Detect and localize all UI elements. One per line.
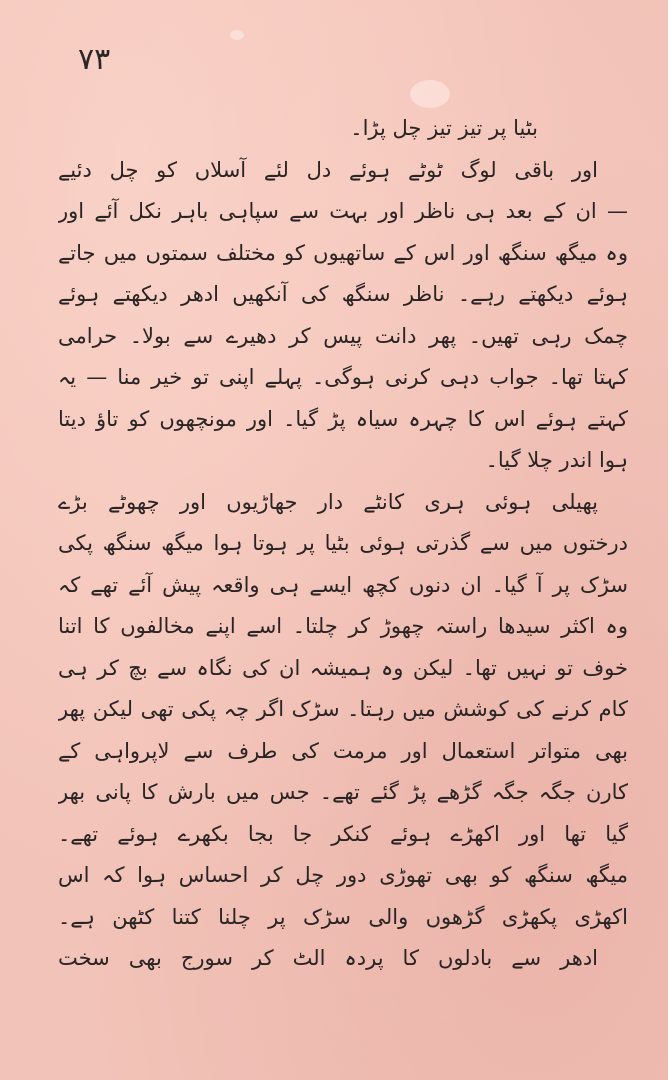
text-line: بھی متواتر استعمال اور مرمت کی طرف سے لاپرواہی کے bbox=[58, 738, 628, 763]
text-line: ادھر سے بادلوں کا پردہ الٹ کر سورج بھی سخت bbox=[58, 946, 598, 970]
text-line: اکھڑی پکھڑی گڑھوں والی سڑک پر چلنا کتنا کٹھن ہے۔ bbox=[58, 904, 628, 929]
paper-stain bbox=[230, 30, 244, 40]
text-line: — ان کے بعد ہی ناظر اور بہت سے سپاہی باہر نکل آئے اور bbox=[58, 199, 628, 223]
text-line: کام کرنے کی کوشش میں رہتا۔ سڑک اگر چہ پکی تھی لیکن پھر bbox=[58, 697, 628, 721]
text-line: درختوں میں سے گذرتی ہوئی بٹیا پر ہوتا ہوا میگھ سنگھ پکی bbox=[58, 531, 628, 555]
text-line: کہتا تھا۔ جواب دہی کرنی ہوگی۔ پہلے اپنی تو خیر منا — یہ bbox=[58, 365, 628, 389]
text-line: چمک رہی تھیں۔ پھر دانت پیس کر دھیرے سے بولا۔ حرامی bbox=[58, 323, 628, 348]
text-line: ہوئے دیکھتے رہے۔ ناظر سنگھ کی آنکھیں ادھر دیکھتے ہوئے bbox=[58, 282, 628, 306]
page-number: ۷۳ bbox=[78, 42, 111, 77]
text-line: کارن جگہ جگہ گڑھے پڑ گئے تھے۔ جس میں بارش کا پانی بھر bbox=[58, 780, 628, 804]
body-text bbox=[58, 108, 628, 980]
text-line: بٹیا پر تیز تیز چل پڑا۔ bbox=[350, 116, 538, 140]
text-line: سڑک پر آ گیا۔ ان دنوں کچھ ایسے ہی واقعہ پیش آئے تھے کہ bbox=[58, 572, 628, 597]
text-line: کہتے ہوئے اس کا چہرہ سیاہ پڑ گیا۔ اور مونچھوں کو تاؤ دیتا bbox=[58, 406, 628, 431]
text-line: خوف تو نہیں تھا۔ لیکن وہ ہمیشہ ان کی نگاہ سے بچ کر ہی bbox=[58, 655, 628, 680]
text-line: اور باقی لوگ ٹوٹے ہوئے دل لئے آسلاں کو چل دئیے bbox=[58, 157, 598, 182]
text-line: وہ اکثر سیدھا راستہ چھوڑ کر چلتا۔ اسے اپنے مخالفوں کا اتنا bbox=[58, 614, 628, 638]
text-line: گیا تھا اور اکھڑے ہوئے کنکر جا بجا بکھرے ہوئے تھے۔ bbox=[58, 821, 628, 846]
text-line: میگھ سنگھ کو بھی تھوڑی دور چل کر احساس ہوا کہ اس bbox=[58, 863, 628, 887]
paper-stain bbox=[410, 80, 450, 108]
text-line: ہوا اندر چلا گیا۔ bbox=[485, 448, 628, 472]
text-line: پھیلی ہوئی ہری کانٹے دار جھاڑیوں اور چھوٹے بڑے bbox=[58, 489, 598, 514]
text-line: وہ میگھ سنگھ اور اس کے ساتھیوں کو مختلف سمتوں میں جاتے bbox=[58, 240, 628, 265]
